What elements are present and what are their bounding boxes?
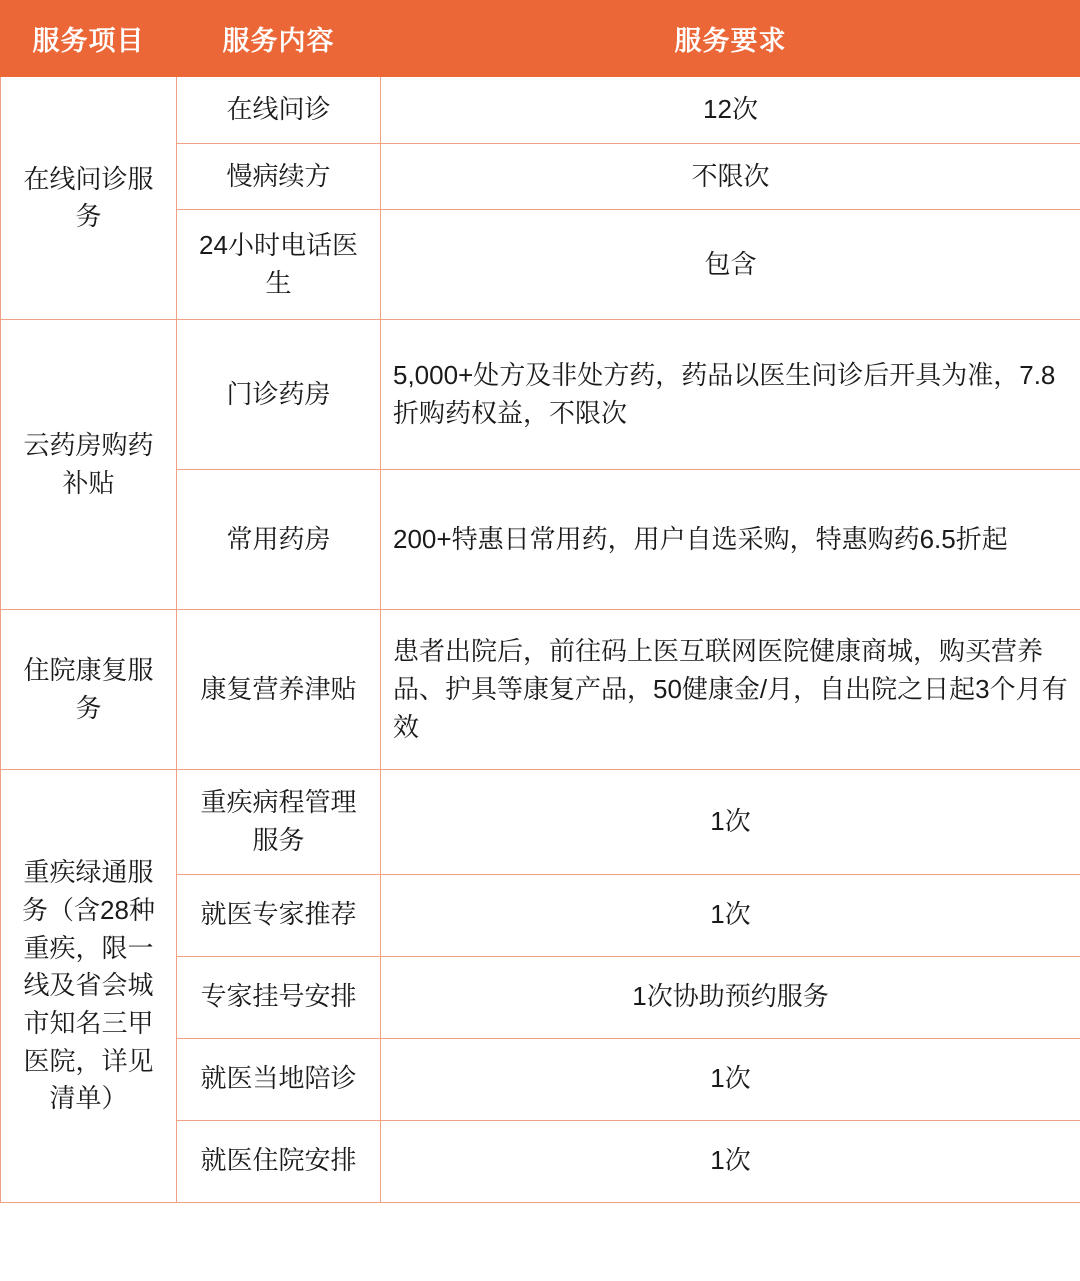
column-header-service-item: 服务项目: [1, 1, 177, 77]
content-cell: 专家挂号安排: [177, 956, 381, 1038]
category-cell: 住院康复服务: [1, 610, 177, 770]
category-cell: 在线问诊服务: [1, 77, 177, 320]
table-body: [1, 77, 1080, 1203]
requirement-cell: 12次: [381, 77, 1080, 144]
column-header-service-content: 服务内容: [177, 1, 381, 77]
category-cell: 重疾绿通服务（含28种重疾，限一线及省会城市知名三甲医院，详见清单）: [1, 770, 177, 1202]
requirement-cell: 1次: [381, 770, 1080, 874]
column-header-service-requirement: 服务要求: [381, 1, 1080, 77]
table-row: [1, 610, 1080, 770]
table-header-row: [1, 1, 1080, 77]
table-row: [1, 320, 1080, 470]
requirement-cell: 患者出院后，前往码上医互联网医院健康商城，购买营养品、护具等康复产品，50健康金/月，自出院之日起3个月有效: [381, 610, 1080, 770]
requirement-cell: 1次协助预约服务: [381, 956, 1080, 1038]
requirement-cell: 200+特惠日常用药，用户自选采购，特惠购药6.5折起: [381, 470, 1080, 610]
category-cell: 云药房购药补贴: [1, 320, 177, 610]
requirement-cell: 1次: [381, 874, 1080, 956]
table-row: [1, 770, 1080, 874]
content-cell: 康复营养津贴: [177, 610, 381, 770]
content-cell: 就医当地陪诊: [177, 1038, 381, 1120]
content-cell: 门诊药房: [177, 320, 381, 470]
content-cell: 重疾病程管理服务: [177, 770, 381, 874]
content-cell: 在线问诊: [177, 77, 381, 144]
requirement-cell: 包含: [381, 210, 1080, 320]
requirement-cell: 5,000+处方及非处方药，药品以医生问诊后开具为准，7.8折购药权益，不限次: [381, 320, 1080, 470]
table-row: [1, 77, 1080, 144]
content-cell: 常用药房: [177, 470, 381, 610]
content-cell: 就医住院安排: [177, 1120, 381, 1202]
content-cell: 慢病续方: [177, 143, 381, 210]
requirement-cell: 1次: [381, 1038, 1080, 1120]
requirement-cell: 不限次: [381, 143, 1080, 210]
requirement-cell: 1次: [381, 1120, 1080, 1202]
content-cell: 24小时电话医生: [177, 210, 381, 320]
content-cell: 就医专家推荐: [177, 874, 381, 956]
